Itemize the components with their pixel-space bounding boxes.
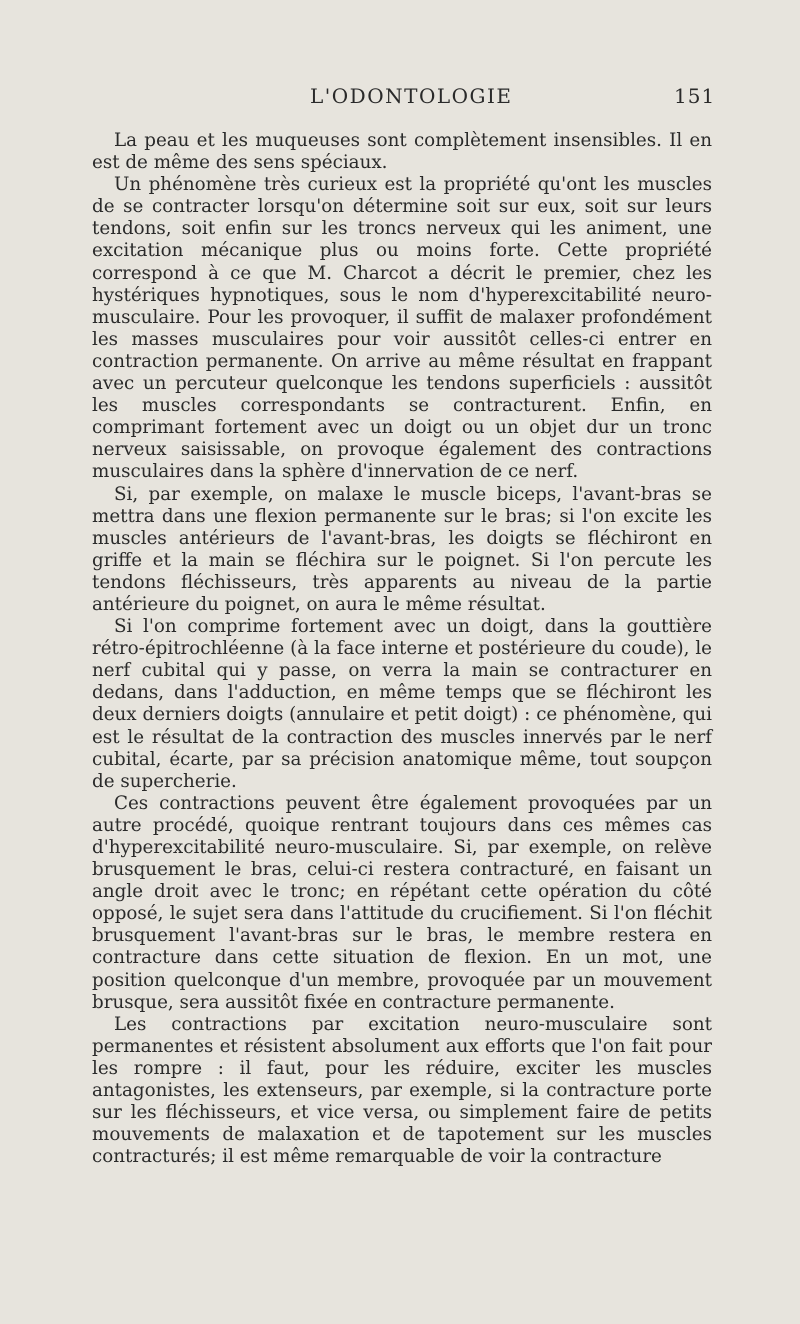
paragraph: Ces contractions peuvent être également provoquées par un autre procédé, quoique rentrant toujours dans ces mêmes cas d'hyperexcitabilité neuro-musculaire. Si, par exemple, on relève brusquement le bras, celui-ci restera contracturé, en faisant un angle droit avec le tronc; en répétant cette opération du côté opposé, le sujet sera dans l'attitude du crucifiement. Si l'on fléchit brusquement l'avant-bras sur le bras, le membre restera en contracture dans cette situation de flexion. En un mot, une position quelconque d'un membre, provoquée par un mouvement brusque, sera aussitôt fixée en contracture permanente. — [92, 792, 712, 1013]
paragraph: Si l'on comprime fortement avec un doigt, dans la gouttière rétro-épitrochléenne (à la face interne et postérieure du coude), le nerf cubital qui y passe, on verra la main se contracturer en dedans, dans l'adduction, en même temps que se fléchiront les deux derniers doigts (annulaire et petit doigt) : ce phénomène, qui est le résultat de la contraction des muscles innervés par le nerf cubital, écarte, par sa précision anatomique même, tout soupçon de supercherie. — [92, 616, 712, 792]
running-head — [0, 84, 800, 114]
paragraph: Un phénomène très curieux est la propriété qu'ont les muscles de se contracter lorsqu'on détermine soit sur eux, soit sur leurs tendons, soit enfin sur les troncs nerveux qui les animent, une excitation mécanique plus ou moins forte. Cette propriété correspond à ce que M. Charcot a décrit le premier, chez les hystériques hypnotiques, sous le nom d'hyperexcitabilité neuro-musculaire. Pour les provoquer, il suffit de malaxer profondément les masses musculaires pour voir aussitôt celles-ci entrer en contraction permanente. On arrive au même résultat en frappant avec un percuteur quelconque les tendons superficiels : aussitôt les muscles correspondants se contracturent. Enfin, en comprimant fortement avec un doigt ou un objet dur un tronc nerveux saisissable, on provoque également des contractions musculaires dans la sphère d'innervation de ce nerf. — [92, 174, 712, 483]
running-title: L'ODONTOLOGIE — [310, 84, 513, 108]
page-number: 151 — [674, 84, 716, 108]
paragraph: Si, par exemple, on malaxe le muscle biceps, l'avant-bras se mettra dans une flexion permanente sur le bras; si l'on excite les muscles antérieurs de l'avant-bras, les doigts se fléchiront en griffe et la main se fléchira sur le poignet. Si l'on percute les tendons fléchisseurs, très apparents au niveau de la partie antérieure du poignet, on aura le même résultat. — [92, 483, 712, 615]
paragraph: La peau et les muqueuses sont complètement insensibles. Il en est de même des sens spéciaux. — [92, 130, 712, 174]
body-text — [92, 130, 712, 1168]
paragraph: Les contractions par excitation neuro-musculaire sont permanentes et résistent absolument aux efforts que l'on fait pour les rompre : il faut, pour les réduire, exciter les muscles antagonistes, les extenseurs, par exemple, si la contracture porte sur les fléchisseurs, et vice versa, ou simplement faire de petits mouvements de malaxation et de tapotement sur les muscles contracturés; il est même remarquable de voir la contracture — [92, 1013, 712, 1168]
